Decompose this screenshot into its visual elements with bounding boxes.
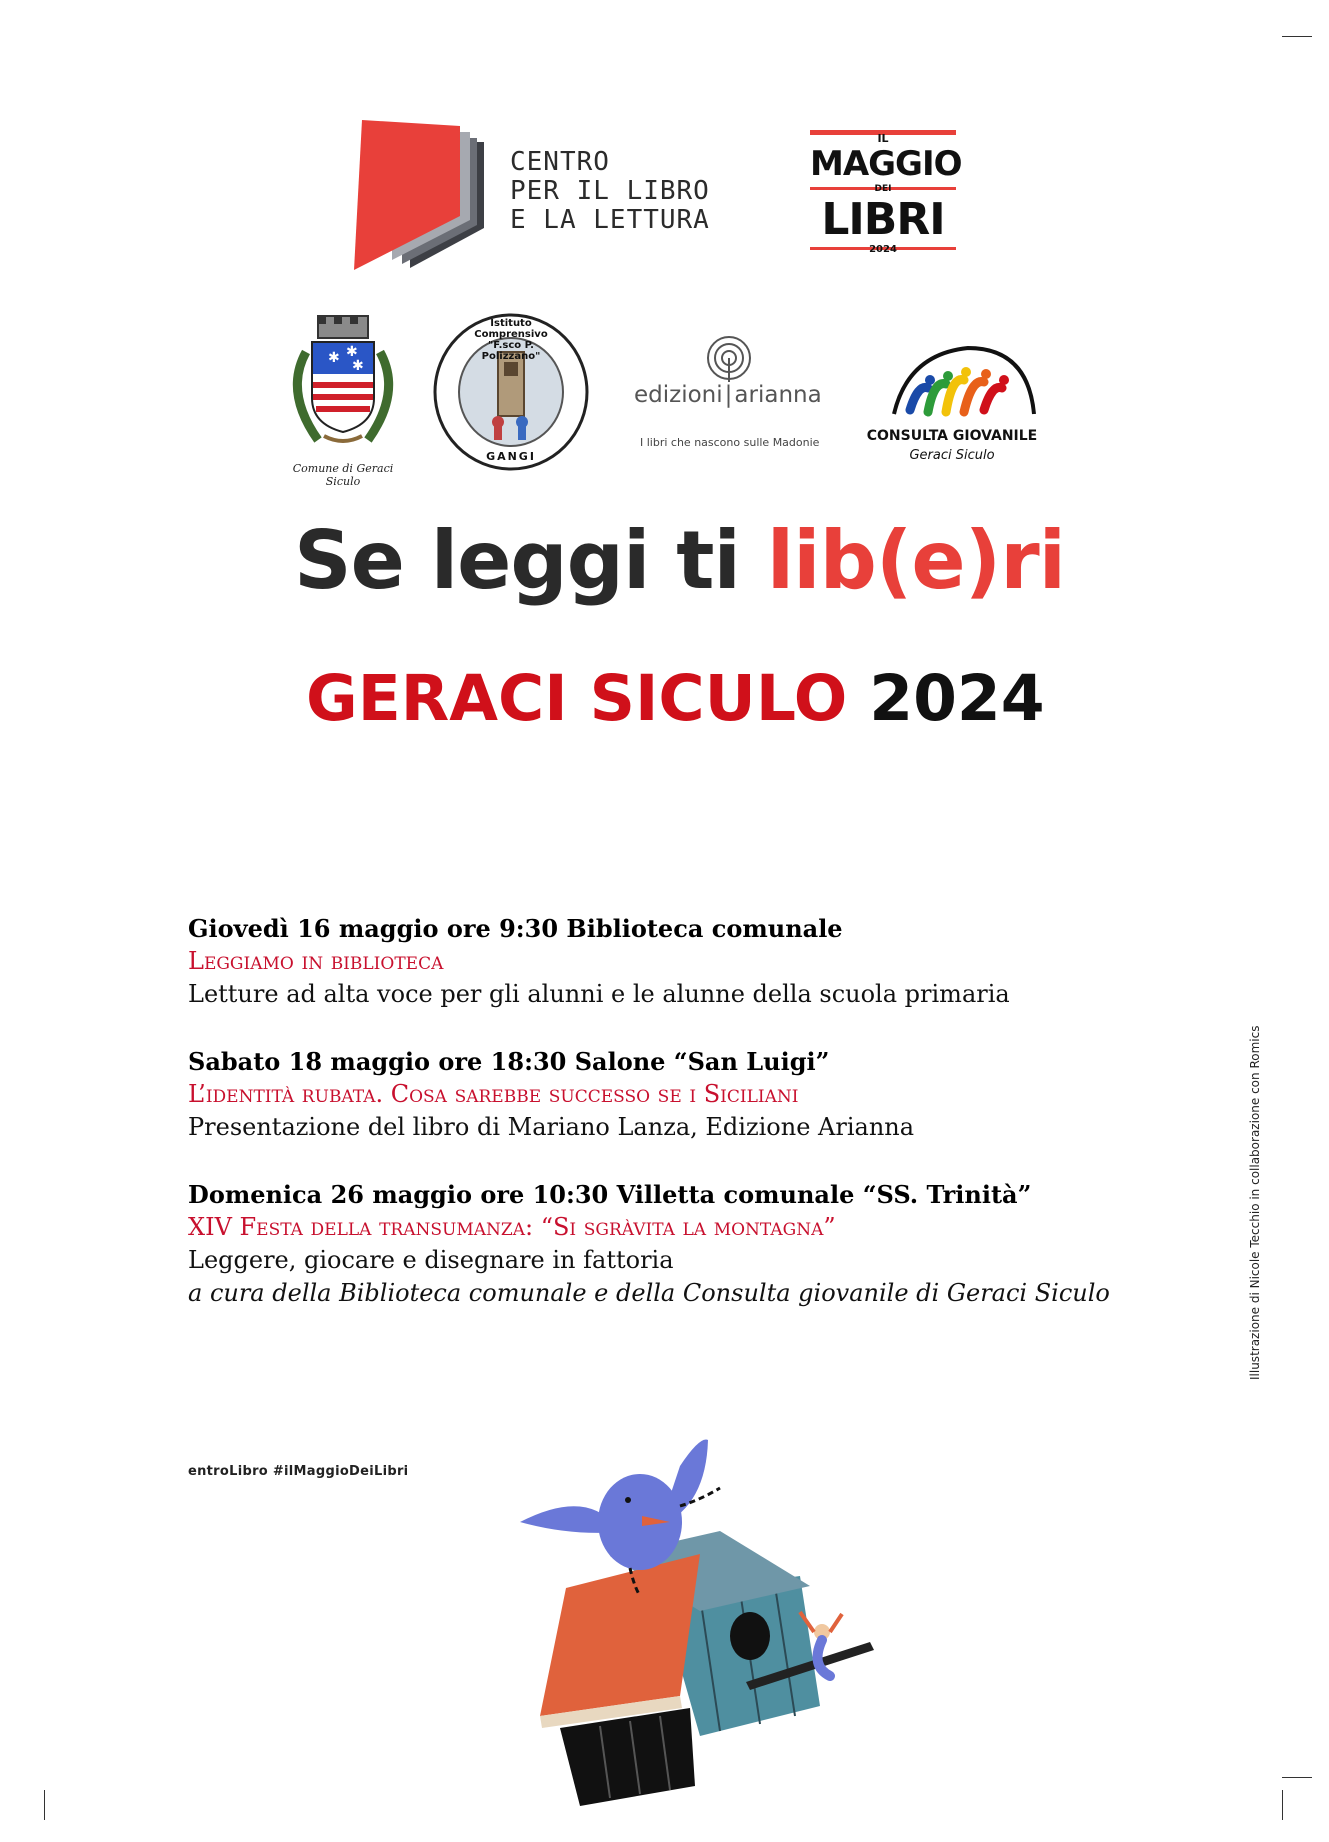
- title-part-1: Se leggi ti: [294, 514, 767, 607]
- subtitle-year: 2024: [869, 662, 1045, 735]
- illustration-credit: Illustrazione di Nicole Tecchio in collaborazione con Romics: [1248, 1025, 1262, 1380]
- title-part-2: lib(e)ri: [766, 514, 1066, 607]
- event-3-title: XIV Festa della transumanza: “Si sgràvita la montagna”: [188, 1213, 836, 1241]
- arianna-name: edizioni|arianna: [634, 382, 822, 408]
- event-1-heading: Giovedì 16 maggio ore 9:30 Biblioteca comunale: [188, 914, 843, 943]
- crop-mark-bottom-right-h: [1282, 1777, 1312, 1778]
- cbl-logo: [352, 120, 752, 270]
- event-3-desc: Leggere, giocare e disegnare in fattoria: [188, 1246, 674, 1274]
- event-1-desc: Letture ad alta voce per gli alunni e le alunne della scuola primaria: [188, 980, 1010, 1008]
- crop-mark-top-right: [1282, 36, 1312, 37]
- cbl-line-3: E LA LETTURA: [510, 205, 710, 235]
- event-2-desc: Presentazione del libro di Mariano Lanza, Edizione Arianna: [188, 1113, 915, 1141]
- istituto-top-text: Istituto Comprensivo "F.sco P. Polizzano": [474, 318, 548, 362]
- arianna-name-b: arianna: [734, 382, 822, 408]
- maggio-il: IL: [877, 132, 889, 145]
- event-1: [188, 912, 1128, 1011]
- crop-mark-bottom-left: [44, 1790, 45, 1820]
- istituto-bottom-text: GANGI: [486, 450, 536, 463]
- event-2-title: L’identità rubata. Cosa sarebbe successo se i Siciliani: [188, 1080, 799, 1108]
- comune-caption: Comune di Geraci Siculo: [292, 462, 394, 488]
- event-1-title: Leggiamo in biblioteca: [188, 947, 444, 975]
- arianna-tagline: I libri che nascono sulle Madonie: [640, 436, 820, 449]
- birdhouse-bird-image: [510, 1436, 890, 1816]
- subtitle: [306, 662, 1045, 735]
- consulta-people-icon: [888, 344, 1038, 420]
- maggio-year: 2024: [869, 244, 897, 255]
- cbl-line-2: PER IL LIBRO: [510, 176, 710, 206]
- consulta-logo: [862, 344, 1042, 474]
- comune-logo: [278, 312, 408, 488]
- hashtags: entroLibro #ilMaggioDeiLibri: [188, 1464, 409, 1479]
- svg-text:✱: ✱: [346, 344, 358, 360]
- consulta-line-1: CONSULTA GIOVANILE: [866, 428, 1038, 444]
- svg-text:✱: ✱: [328, 350, 340, 366]
- maggio-libri: LIBRI: [821, 194, 945, 245]
- crop-mark-bottom-right: [1282, 1790, 1283, 1820]
- event-3: [188, 1178, 1128, 1310]
- arianna-name-a: edizioni: [634, 382, 723, 408]
- arianna-logo: [634, 334, 828, 454]
- event-2: [188, 1045, 1128, 1144]
- event-2-heading: Sabato 18 maggio ore 18:30 Salone “San Luigi”: [188, 1047, 830, 1076]
- cbl-line-1: CENTRO: [510, 147, 610, 177]
- svg-text:✱: ✱: [352, 358, 364, 374]
- istituto-logo: [432, 312, 590, 472]
- maggio-word: MAGGIO: [810, 144, 962, 184]
- cbl-book-icon: [352, 120, 492, 270]
- labyrinth-icon: [704, 334, 754, 382]
- event-3-heading: Domenica 26 maggio ore 10:30 Villetta comunale “SS. Trinità”: [188, 1180, 1032, 1209]
- coat-of-arms-icon: [278, 312, 408, 454]
- main-title: [294, 514, 1065, 607]
- subtitle-place: GERACI SICULO: [306, 662, 848, 735]
- maggio-dei-libri-logo: [810, 128, 962, 260]
- event-3-note: a cura della Biblioteca comunale e della Consulta giovanile di Geraci Siculo: [188, 1279, 1110, 1307]
- bird-illustration: [510, 1436, 890, 1816]
- maggio-dei: DEI: [874, 184, 892, 194]
- consulta-line-2: Geraci Siculo: [909, 448, 995, 463]
